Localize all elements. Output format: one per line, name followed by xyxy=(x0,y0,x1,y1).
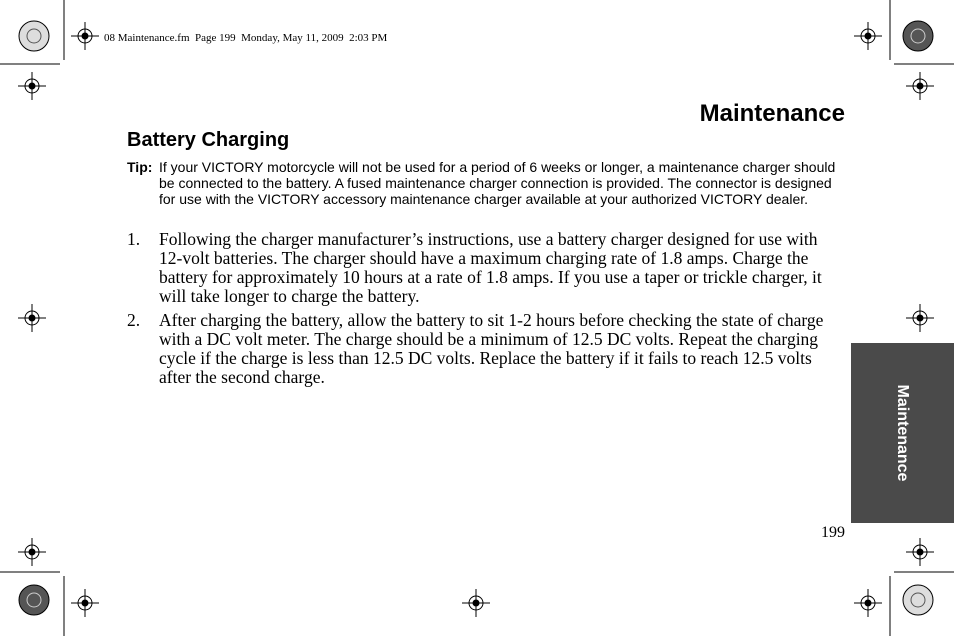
tip-text: If your VICTORY motorcycle will not be used for a period of 6 weeks or longer, a maintenance charger should be connected to the battery. A fused maintenance charger connection is provided. The connector is designed for use with the VICTORY accessory maintenance charger available at your authorized VICTORY dealer. xyxy=(159,159,836,207)
subsection-title: Battery Charging xyxy=(127,129,290,151)
registration-mark-icon xyxy=(18,72,46,100)
tip-label: Tip: xyxy=(127,159,153,175)
registration-mark-icon xyxy=(854,589,882,617)
registration-mark-icon xyxy=(71,589,99,617)
step-text: After charging the battery, allow the battery to sit 1-2 hours before checking the state of charge with a DC volt meter. The charge should be a minimum of 12.5 DC volts. Repeat the charging cycle if the charge is less than 12.5 DC volts. Replace the battery if it fails to reach 12.5 volts after the second charge. xyxy=(159,310,824,387)
step-text: Following the charger manufacturer’s instructions, use a battery charger designed for use with 12-volt batteries. The charger should have a maximum charging rate of 1.8 amps. Charge the battery for approximately 10 hours at a rate of 1.8 amps. If you use a taper or trickle charger, it will take longer to charge the battery. xyxy=(159,229,822,306)
registration-mark-icon xyxy=(71,22,99,50)
registration-mark-icon xyxy=(18,538,46,566)
side-tab xyxy=(851,343,954,523)
tip-block xyxy=(127,159,847,207)
registration-mark-icon xyxy=(906,538,934,566)
header-slug: 08 Maintenance.fm Page 199 Monday, May 11, 2009 2:03 PM xyxy=(104,32,388,44)
swatch-circle-icon xyxy=(19,21,49,51)
registration-mark-icon xyxy=(906,72,934,100)
registration-mark-icon xyxy=(18,304,46,332)
step-number: 2. xyxy=(127,310,141,330)
step-item xyxy=(127,311,845,387)
step-number: 1. xyxy=(127,229,141,249)
page-number: 199 xyxy=(821,524,845,541)
step-item xyxy=(127,230,845,306)
swatch-circle-icon xyxy=(903,21,933,51)
section-title: Maintenance xyxy=(699,100,845,127)
registration-mark-icon xyxy=(462,589,490,617)
swatch-circle-icon xyxy=(19,585,49,615)
side-tab-label: Maintenance xyxy=(894,384,911,482)
swatch-circle-icon xyxy=(903,585,933,615)
registration-mark-icon xyxy=(906,304,934,332)
registration-mark-icon xyxy=(854,22,882,50)
